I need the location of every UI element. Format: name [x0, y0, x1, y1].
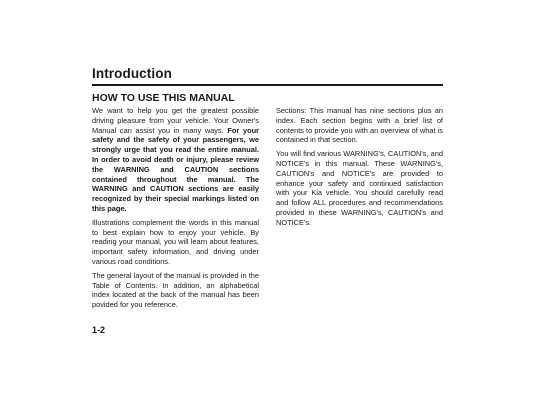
- page-title: Introduction: [92, 66, 172, 81]
- section-heading: HOW TO USE THIS MANUAL: [92, 92, 235, 104]
- left-column: [92, 106, 259, 314]
- layout-paragraph: The general layout of the manual is provided in the Table of Contents. In addition, an alphabetical index located at the back of the manual has been povided for you reference.: [92, 270, 259, 310]
- illustrations-paragraph: Illustrations complement the words in this manual to best explain how to enjoy your vehicle. By reading your manual, you will learn about features, important safety information, and driving under various road conditions.: [92, 217, 259, 266]
- intro-paragraph: [92, 106, 259, 214]
- sections-paragraph: Sections: This manual has nine sections plus an index. Each section begins with a brief list of contents to provide you with an overview of what is contained in that section.: [276, 106, 443, 145]
- safety-warning-text: For your safety and the safety of your passengers, we strongly urge that you read the entire manual. In order to avoid death or injury, please review the WARNING and CAUTION sections contained throughout the manual. The WARNING and CAUTION sections are easily recognized by their special markings listed on this page.: [92, 125, 259, 213]
- page-number: 1-2: [92, 325, 106, 335]
- right-column: [276, 106, 443, 232]
- warnings-paragraph: You will find various WARNING's, CAUTION's, and NOTICE's in this manual. These WARNING's, CAUTION's and NOTICE's are provided to enhance your safety and continued satisfaction with your Kia vehicle. You should carefully read and follow ALL procedures and recommendations provided in these WARNING's, CAUTION's and NOTICE's.: [276, 149, 443, 227]
- intro-text: We want to help you get the greatest possible driving pleasure from your vehicle. Your Owner's Manual can assist you in many ways.: [92, 106, 259, 135]
- title-rule: [92, 84, 443, 86]
